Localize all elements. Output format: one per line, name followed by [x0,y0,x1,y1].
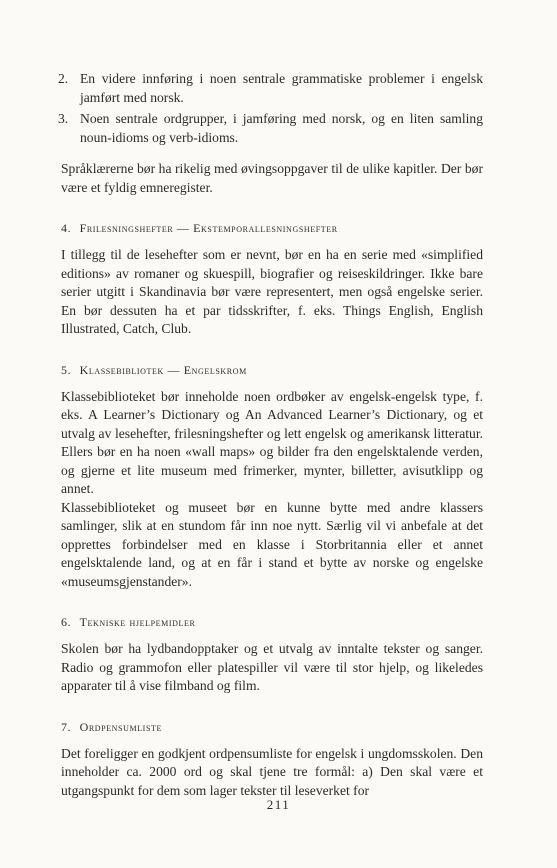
numbered-list [47,70,483,147]
section-heading [61,719,483,736]
section-paragraph: Klassebiblioteket og museet bør en kunne bytte med andre klassers samlinger, slik at en stundom får inn noe nytt. Særlig vil vi anbefale at det opprettes forbindelser med en klasse i Storbritannia eller et annet engelsktalende land, og at en får i stand et bytte av norske og engelske «museumsgjenstander». [61,499,483,589]
section-4 [47,220,483,339]
section-number: 4. [61,221,72,235]
section-heading [61,220,483,237]
section-heading [61,362,483,379]
section-5 [47,362,483,592]
section-title: Klassebibliotek — Engelskrom [79,362,247,377]
list-item-text: Noen sentrale ordgrupper, i jamføring med norsk, og en liten samling noun-idioms og verb-idioms. [80,111,483,145]
section-heading [61,614,483,631]
section-title: Tekniske hjelpemidler [79,615,196,629]
document-page [47,70,483,800]
intro-paragraph: Språklærerne bør ha rikelig med øvingsoppgaver til de ulike kapitler. Der bør være et fyldig emneregister. [61,161,483,195]
section-number: 7. [61,719,72,734]
section-paragraph: Klassebiblioteket bør inneholde noen ordbøker av engelsk-engelsk type, f. eks. A Learner’s Dictionary og An Advanced Learner’s Dictionary, og et utvalg av lesehefter, frilesningshefter og lett engelsk og amerikansk litteratur. Ellers bør en ha noen «wall maps» og bilder fra den engelsktalende verden, og gjerne et lite museum med frimerker, mynter, billetter, avisutklipp og annet. [61,388,483,496]
list-item-number: 2. [58,71,69,86]
list-item [47,70,483,107]
section-6 [47,614,483,696]
section-paragraph: Det foreligger en godkjent ordpensumliste for engelsk i ungdomsskolen. Den inneholder ca. 2000 ord og skal tjene tre formål: a) Den skal være et utgangspunkt for dem som lager tekster til leseverket for [61,745,483,798]
section-paragraph: Skolen bør ha lydbandopptaker og et utvalg av inntalte tekster og sanger. Radio og grammofon eller platespiller vil være til stor hjelp, og likeledes apparater til å vise filmband og film. [61,641,483,693]
section-paragraph: I tillegg til de lesehefter som er nevnt, bør en ha en serie med «simplified editions» av romaner og skuespill, biografier og reiseskildringer. Ikke bare serier utgitt i Skandinavia bør være representert, men også engelske serier. En bør dessuten ha et par tidsskrifter, f. eks. Things English, English Illustrated, Catch, Club. [61,247,483,336]
section-7 [47,719,483,801]
section-number: 5. [61,362,72,377]
list-item-number: 3. [58,111,69,126]
list-item-text: En videre innføring i noen sentrale grammatiske problemer i engelsk jamført med norsk. [80,71,483,105]
section-title: Frilesningshefter — Ekstemporallesningshefter [79,221,338,235]
section-number: 6. [61,615,72,629]
section-title: Ordpensumliste [79,719,162,734]
list-item [47,110,483,147]
page-number: 211 [266,797,291,812]
